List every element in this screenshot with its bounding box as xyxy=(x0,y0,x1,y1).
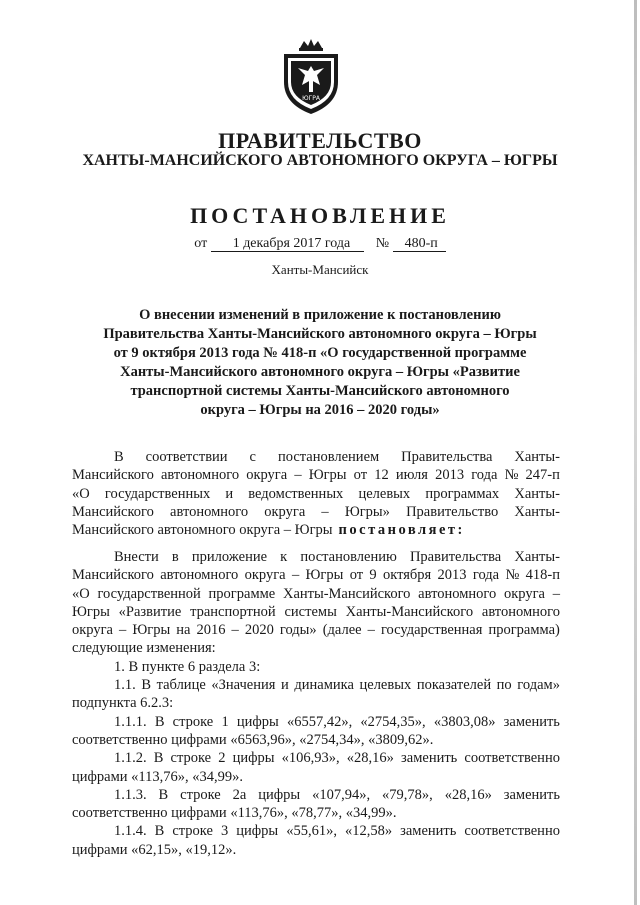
text-line xyxy=(72,694,560,712)
document-type: ПОСТАНОВЛЕНИЕ xyxy=(190,203,450,228)
item-1: 1. В пункте 6 раздела 3: xyxy=(114,658,261,675)
text-line xyxy=(72,768,560,786)
preamble-line-3: «О государственных и ведомственных целевых программах Ханты- xyxy=(72,485,560,502)
list-item xyxy=(72,822,560,840)
scan-edge xyxy=(634,0,637,905)
item-1-1-1-line-2: соответственно цифрами «6563,96», «2754,34», «3809,62». xyxy=(72,731,434,748)
intro-line-5: округа – Югры на 2016 – 2020 годы» (далее – государственная программа) xyxy=(72,622,560,639)
intro-line-3: «О государственной программе Ханты-Мансийского автономного округа – xyxy=(72,585,560,602)
item-1-1-2-line-2: цифрами «113,76», «34,99». xyxy=(72,768,243,785)
heading-line: Правительства Ханты-Мансийского автономного округа – Югры xyxy=(103,326,537,342)
intro-line-6: следующие изменения: xyxy=(72,640,216,657)
text-line xyxy=(72,731,560,749)
list-item xyxy=(72,676,560,694)
preamble-paragraph xyxy=(72,448,560,539)
preamble-line-2: Мансийского автономного округа – Югры от 12 июля 2013 года № 247-п xyxy=(72,467,560,484)
intro-line-1: Внести в приложение к постановлению Правительства Ханты- xyxy=(114,549,560,565)
list-item xyxy=(72,713,560,731)
text-line xyxy=(72,621,560,639)
text-line xyxy=(72,503,560,521)
government-title: ПРАВИТЕЛЬСТВО xyxy=(218,128,422,153)
text-line xyxy=(72,448,560,466)
list-item xyxy=(72,786,560,804)
item-1-1-line-2: подпункта 6.2.3: xyxy=(72,695,174,712)
heading-line: О внесении изменений в приложение к постановлению xyxy=(139,307,501,323)
item-1-1-3-line-2: соответственно цифрами «113,76», «78,77», «34,99». xyxy=(72,805,397,822)
item-1-1-3-line-1: 1.1.3. В строке 2а цифры «107,94», «79,78», «28,16» заменить xyxy=(114,786,560,803)
government-subtitle: ХАНТЫ-МАНСИЙСКОГО АВТОНОМНОГО ОКРУГА – ЮГРЫ xyxy=(82,152,558,169)
document-number: 480-п xyxy=(393,236,446,252)
number-prefix: № xyxy=(375,236,390,251)
preamble-line-4: Мансийского автономного округа – Югры» Правительство Ханты- xyxy=(72,503,560,520)
intro-line-2: Мансийского автономного округа – Югры от 9 октября 2013 года № 418-п xyxy=(72,567,560,584)
item-1-1-4-line-1: 1.1.4. В строке 3 цифры «55,61», «12,58» заменить соответственно xyxy=(114,823,560,840)
city: Ханты-Мансийск xyxy=(271,262,369,277)
preamble-line-5: Мансийского автономного округа – Югры xyxy=(72,522,333,539)
text-line xyxy=(72,485,560,503)
item-1-1-4-line-2: цифрами «62,15», «19,12». xyxy=(72,841,237,858)
text-line xyxy=(72,585,560,603)
heading-line: округа – Югры на 2016 – 2020 годы» xyxy=(200,402,440,418)
item-1-1-2-line-1: 1.1.2. В строке 2 цифры «106,93», «28,16» заменить соответственно xyxy=(114,750,560,767)
intro-line-4: Югры «Развитие транспортной системы Ханты-Мансийского автономного xyxy=(72,603,560,620)
item-1-1-1-line-1: 1.1.1. В строке 1 цифры «6557,42», «2754,35», «3803,08» заменить xyxy=(114,713,560,730)
text-line xyxy=(72,466,560,484)
item-1-1-line-1: 1.1. В таблице «Значения и динамика целевых показателей по годам» xyxy=(114,677,560,694)
text-line xyxy=(72,521,560,539)
decree-word: постановляет: xyxy=(338,522,465,539)
text-line xyxy=(72,566,560,584)
emblem-text: ЮГРА xyxy=(302,95,320,102)
text-line xyxy=(72,603,560,621)
intro-paragraph xyxy=(72,548,560,859)
date-number-line xyxy=(0,236,640,252)
text-line xyxy=(72,841,560,859)
list-item xyxy=(72,749,560,767)
list-item xyxy=(72,658,560,676)
text-line xyxy=(72,804,560,822)
preamble-line-1: В соответствии с постановлением Правительства Ханты- xyxy=(114,449,560,465)
heading-line: Ханты-Мансийского автономного округа – Югры «Развитие xyxy=(120,364,520,380)
heading-line: от 9 октября 2013 года № 418-п «О государственной программе xyxy=(113,345,527,361)
text-line xyxy=(72,639,560,657)
heading-line: транспортной системы Ханты-Мансийского автономного xyxy=(130,383,510,399)
document-heading xyxy=(60,306,580,420)
coat-of-arms-emblem-icon xyxy=(276,38,346,118)
date-prefix: от xyxy=(194,236,208,251)
text-line xyxy=(72,548,560,566)
document-date: 1 декабря 2017 года xyxy=(211,236,365,252)
